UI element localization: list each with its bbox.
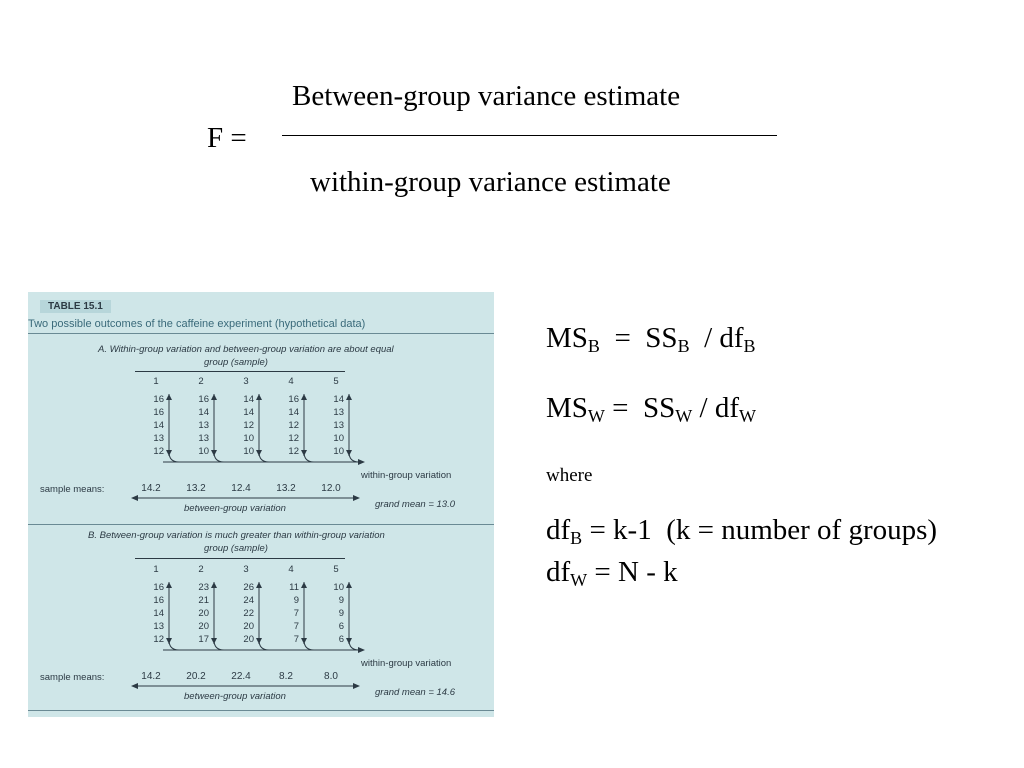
- data-cell: 24: [243, 595, 254, 606]
- curve-connector: [214, 640, 224, 650]
- data-cell: 9: [338, 595, 344, 606]
- between-group-label: between-group variation: [184, 691, 286, 702]
- arrowhead-up: [301, 582, 307, 588]
- data-cell: 14: [153, 420, 164, 431]
- data-cell: 12: [288, 446, 299, 457]
- df-within-equation: $df_W = N - k$: [546, 556, 678, 590]
- data-cell: 13: [153, 621, 164, 632]
- grand-mean: grand mean = 14.6: [375, 687, 456, 698]
- arrowhead-up: [346, 394, 352, 400]
- curve-connector: [169, 452, 179, 462]
- arrowhead-up: [256, 582, 262, 588]
- group-header: 1: [153, 376, 159, 387]
- data-cell: 12: [243, 420, 254, 431]
- data-cell: 7: [293, 621, 299, 632]
- within-group-label: within-group variation: [361, 658, 452, 669]
- ms-within-equation: $MS_W = SS_W / df_W$: [546, 392, 757, 426]
- sample-mean: 14.2: [141, 671, 161, 682]
- arrowhead-left: [131, 683, 138, 689]
- data-cell: 16: [288, 394, 299, 405]
- section-b-title: B. Between-group variation is much greater than within-group variation: [88, 530, 385, 541]
- section-a-title: A. Within-group variation and between-group variation are about equal: [98, 344, 394, 355]
- group-header: 2: [198, 376, 204, 387]
- group-header: 3: [243, 564, 249, 575]
- fraction-bar: [282, 135, 777, 136]
- data-cell: 14: [153, 608, 164, 619]
- curve-connector: [304, 640, 314, 650]
- table-caption: Two possible outcomes of the caffeine experiment (hypothetical data): [28, 318, 366, 330]
- sample-mean: 8.0: [324, 671, 338, 682]
- data-cell: 14: [243, 407, 254, 418]
- data-cell: 20: [243, 634, 254, 645]
- sample-means-label: sample means:: [40, 484, 105, 495]
- data-cell: 14: [333, 394, 344, 405]
- data-cell: 14: [243, 394, 254, 405]
- sample-mean: 12.4: [231, 483, 251, 494]
- within-group-label: within-group variation: [361, 470, 452, 481]
- between-group-label: between-group variation: [184, 503, 286, 514]
- data-cell: 13: [198, 420, 209, 431]
- variation-arrows: [28, 292, 494, 717]
- arrowhead-up: [166, 582, 172, 588]
- data-cell: 16: [153, 595, 164, 606]
- data-cell: 12: [288, 420, 299, 431]
- grand-mean: grand mean = 13.0: [375, 499, 456, 510]
- data-cell: 16: [153, 394, 164, 405]
- data-cell: 21: [198, 595, 209, 606]
- scanned-table: [28, 292, 494, 717]
- sample-mean: 8.2: [279, 671, 293, 682]
- data-cell: 14: [288, 407, 299, 418]
- data-cell: 12: [288, 433, 299, 444]
- data-cell: 20: [198, 621, 209, 632]
- data-cell: 26: [243, 582, 254, 593]
- group-header: 4: [288, 376, 294, 387]
- data-cell: 22: [243, 608, 254, 619]
- data-cell: 10: [198, 446, 209, 457]
- data-cell: 10: [243, 446, 254, 457]
- group-header: 3: [243, 376, 249, 387]
- group-header: 5: [333, 376, 339, 387]
- sample-mean: 22.4: [231, 671, 251, 682]
- data-cell: 7: [293, 608, 299, 619]
- data-cell: 9: [293, 595, 299, 606]
- data-cell: 20: [198, 608, 209, 619]
- data-cell: 14: [198, 407, 209, 418]
- arrowhead-up: [301, 394, 307, 400]
- data-cell: 16: [153, 407, 164, 418]
- group-header: 1: [153, 564, 159, 575]
- curve-connector: [349, 452, 359, 462]
- arrowhead-up: [256, 394, 262, 400]
- data-cell: 20: [243, 621, 254, 632]
- group-header: 5: [333, 564, 339, 575]
- data-cell: 16: [153, 582, 164, 593]
- data-cell: 12: [153, 446, 164, 457]
- curve-connector: [214, 452, 224, 462]
- arrowhead-right: [358, 459, 365, 465]
- curve-connector: [259, 640, 269, 650]
- arrowhead-up: [166, 394, 172, 400]
- data-cell: 13: [153, 433, 164, 444]
- data-cell: 17: [198, 634, 209, 645]
- data-cell: 23: [198, 582, 209, 593]
- where-text: where: [546, 465, 593, 486]
- formula-lhs: F =: [207, 122, 247, 154]
- arrowhead-up: [211, 582, 217, 588]
- arrowhead-up: [346, 582, 352, 588]
- group-header: 4: [288, 564, 294, 575]
- arrowhead-right: [353, 683, 360, 689]
- curve-connector: [304, 452, 314, 462]
- arrowhead-right: [358, 647, 365, 653]
- sample-mean: 20.2: [186, 671, 206, 682]
- ms-between-equation: $MS_B = SS_B / df_B$: [546, 322, 756, 356]
- data-cell: 10: [333, 582, 344, 593]
- table-label: TABLE 15.1: [40, 300, 111, 313]
- section-b-group-label: group (sample): [204, 543, 268, 554]
- data-cell: 7: [293, 634, 299, 645]
- sample-mean: 12.0: [321, 483, 341, 494]
- arrowhead-left: [131, 495, 138, 501]
- sample-mean: 14.2: [141, 483, 161, 494]
- curve-connector: [349, 640, 359, 650]
- data-cell: 6: [338, 621, 344, 632]
- data-cell: 12: [153, 634, 164, 645]
- data-cell: 10: [333, 433, 344, 444]
- arrowhead-right: [353, 495, 360, 501]
- curve-connector: [259, 452, 269, 462]
- sample-mean: 13.2: [186, 483, 206, 494]
- section-a-group-label: group (sample): [204, 357, 268, 368]
- formula-numerator: Between-group variance estimate: [292, 80, 681, 112]
- arrowhead-up: [211, 394, 217, 400]
- data-cell: 13: [333, 420, 344, 431]
- formula-denominator: within-group variance estimate: [310, 166, 671, 198]
- data-cell: 11: [289, 582, 299, 593]
- data-cell: 16: [198, 394, 209, 405]
- data-cell: 10: [333, 446, 344, 457]
- data-cell: 10: [243, 433, 254, 444]
- data-cell: 13: [333, 407, 344, 418]
- sample-mean: 13.2: [276, 483, 296, 494]
- sample-means-label: sample means:: [40, 672, 105, 683]
- group-header: 2: [198, 564, 204, 575]
- data-cell: 13: [198, 433, 209, 444]
- data-cell: 6: [338, 634, 344, 645]
- data-cell: 9: [338, 608, 344, 619]
- curve-connector: [169, 640, 179, 650]
- df-between-equation: $df_B = k-1$ (k = number of groups): [546, 514, 938, 548]
